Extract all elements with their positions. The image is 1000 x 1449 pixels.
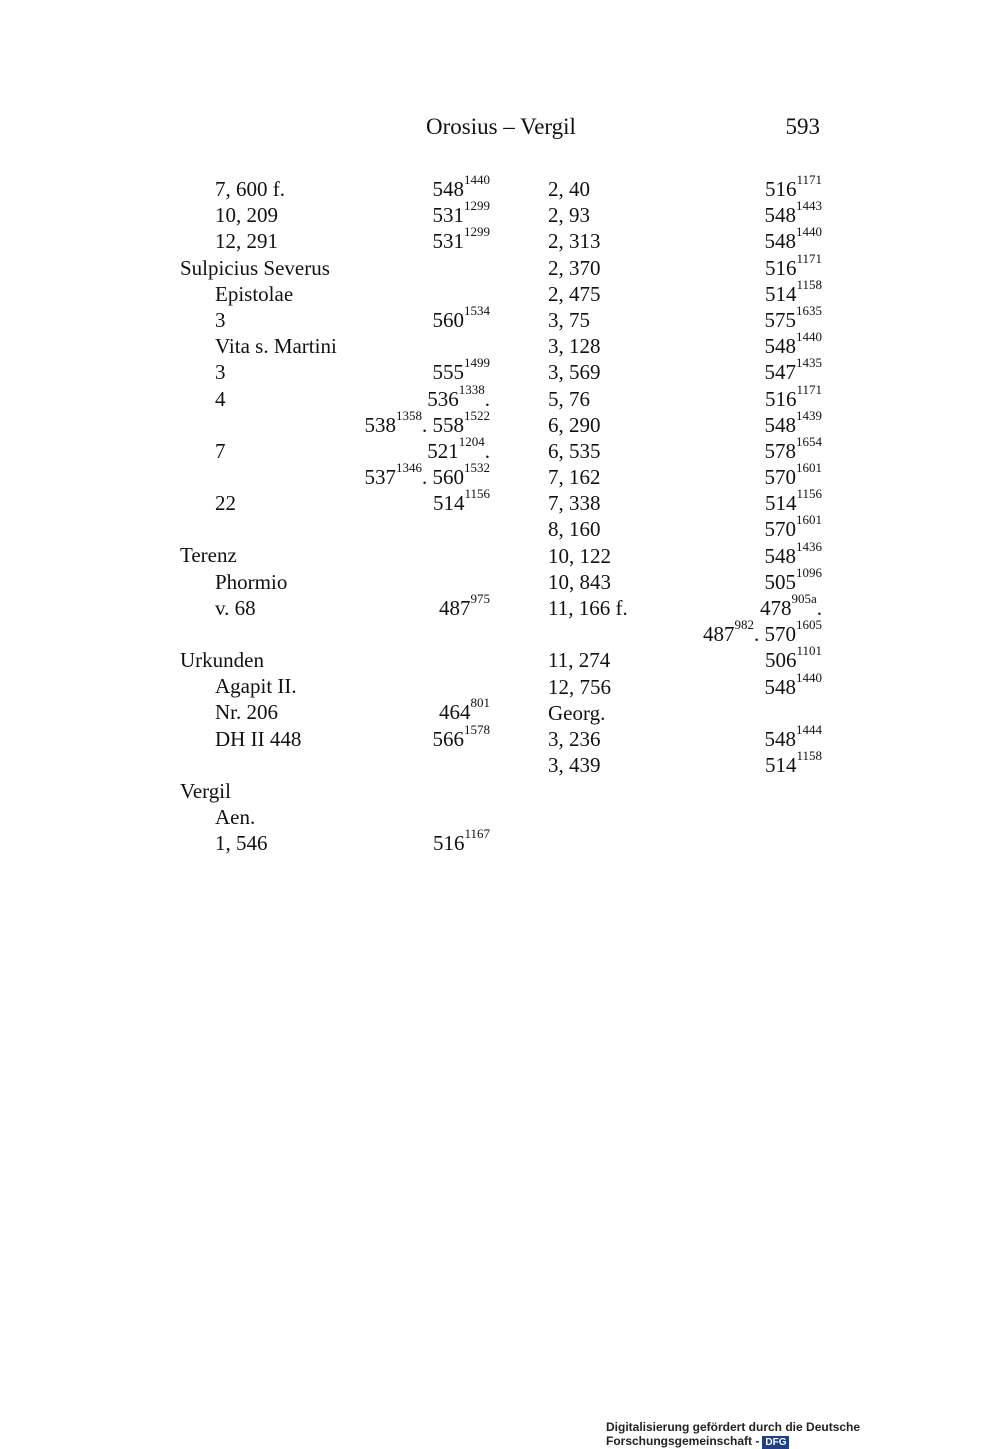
footnote-number: 1204 — [458, 433, 485, 449]
entry-label: 3 — [215, 360, 226, 385]
footnote-number: 1439 — [796, 407, 822, 423]
page-number-ref: 538 — [364, 412, 396, 437]
index-entry — [180, 542, 490, 568]
page-number-ref: 570 — [764, 517, 796, 542]
footnote-number: 1171 — [796, 381, 822, 397]
entry-label: 3 — [215, 307, 226, 332]
index-entry — [180, 407, 490, 438]
page-reference: $538^{1358}$. $558^{1522}$ — [364, 407, 490, 437]
index-entry — [548, 302, 822, 333]
footnote-number: 905a — [791, 591, 817, 606]
index-entry — [548, 276, 822, 307]
page-number-ref: 514 — [764, 753, 797, 778]
page-number-ref: 548 — [764, 229, 796, 254]
index-entry — [180, 355, 490, 385]
entry-label: 1, 546 — [215, 831, 268, 856]
index-entry — [548, 198, 822, 228]
index-entry — [180, 486, 490, 516]
page-number-ref: 531 — [432, 229, 464, 254]
entry-label: 10, 122 — [548, 543, 611, 568]
entry-label: 3, 75 — [548, 307, 590, 332]
page-number: 593 — [785, 114, 820, 139]
entry-label: 12, 291 — [215, 229, 278, 254]
page-reference: $478^{905a}$. — [759, 591, 822, 620]
entry-label: Aen. — [215, 804, 256, 829]
entry-label: Agapit II. — [215, 674, 297, 699]
index-entry — [180, 172, 490, 202]
footnote-number: 1158 — [796, 748, 822, 764]
footnote-number: 1578 — [464, 721, 490, 737]
page-reference — [432, 224, 491, 254]
index-entry — [180, 281, 490, 307]
page-number-ref: 516 — [764, 255, 797, 280]
entry-label: 22 — [215, 491, 236, 516]
page-number-ref: 531 — [432, 203, 464, 228]
page-number-ref: 548 — [764, 412, 796, 437]
entry-label: 8, 160 — [548, 517, 601, 542]
entry-label: 3, 128 — [548, 334, 601, 359]
entry-label: 3, 236 — [548, 726, 601, 751]
footnote-number: 1101 — [796, 643, 822, 659]
digitization-footer — [606, 1420, 1000, 1449]
index-entry — [548, 433, 822, 464]
entry-label: 4 — [215, 386, 226, 411]
index-entry — [548, 669, 822, 700]
footnote-number: 1499 — [464, 355, 490, 371]
footnote-number: 1358 — [396, 407, 422, 423]
entry-label: 6, 535 — [548, 438, 601, 463]
footnote-number: 1532 — [464, 460, 490, 476]
dfg-logo: DFG — [762, 1436, 789, 1449]
page-number-ref: 521 — [427, 438, 459, 463]
footnote-number: 1435 — [796, 355, 822, 371]
page-number-ref: 516 — [764, 177, 797, 201]
index-entry — [180, 381, 490, 412]
running-header — [0, 114, 1000, 150]
index-entry — [180, 804, 490, 830]
footnote-number: 1171 — [796, 250, 822, 266]
page-reference — [432, 721, 491, 752]
page-reference — [764, 748, 822, 778]
page-number-ref: 548 — [764, 726, 796, 751]
index-entry — [180, 569, 490, 595]
page-number-ref: 464 — [439, 700, 471, 725]
entry-label: Georg. — [548, 700, 606, 725]
footnote-number: 1171 — [796, 172, 822, 187]
footnote-number: 1436 — [796, 538, 822, 554]
entry-label: 7, 162 — [548, 465, 601, 490]
page-reference — [432, 302, 491, 333]
footnote-number: 1299 — [464, 224, 490, 240]
index-entry — [548, 617, 822, 647]
footnote-number: 1601 — [796, 512, 822, 528]
index-entry — [180, 198, 490, 228]
page-reference — [439, 590, 490, 621]
index-entry — [548, 329, 822, 359]
page-number-ref: 548 — [432, 177, 464, 201]
entry-label: v. 68 — [215, 595, 256, 620]
footer-text: Digitalisierung gefördert durch die Deutsche Forschungsgemeinschaft - — [606, 1420, 861, 1448]
index-entry — [548, 700, 822, 726]
page-number-ref: 514 — [432, 491, 465, 516]
footnote-number: 1440 — [796, 329, 822, 345]
footnote-number: 1158 — [796, 276, 822, 292]
footnote-number: 982 — [734, 617, 754, 633]
entry-label: 2, 93 — [548, 203, 590, 228]
index-entry — [548, 407, 822, 438]
page-number-ref: 516 — [764, 386, 797, 411]
footnote-number: 1605 — [796, 617, 822, 633]
entry-label: 10, 843 — [548, 569, 611, 594]
page-number-ref: 555 — [432, 360, 464, 385]
footnote-number: 1346 — [396, 460, 422, 476]
page-reference: $487^{982}$. $570^{1605}$ — [703, 617, 822, 647]
page-number-ref: 505 — [764, 569, 796, 594]
page-number-ref: 570 — [764, 622, 796, 647]
index-entry — [548, 381, 822, 412]
page-number-ref: 575 — [764, 307, 796, 332]
entry-label: 3, 569 — [548, 360, 601, 385]
footnote-number: 1654 — [796, 433, 822, 449]
index-entry — [548, 748, 822, 778]
index-entry — [180, 333, 490, 359]
footnote-number: 1443 — [796, 198, 822, 214]
entry-label: 2, 313 — [548, 229, 601, 254]
page-number-ref: 506 — [764, 648, 797, 673]
footnote-number: 1440 — [464, 172, 490, 187]
page-number-ref: 537 — [364, 465, 396, 490]
page-number-ref: 548 — [764, 203, 796, 228]
index-entry — [548, 564, 822, 595]
page-reference: $521^{1204}$. — [427, 433, 490, 463]
entry-label: Epistolae — [215, 281, 294, 306]
page-number-ref: 514 — [764, 491, 797, 516]
index-entry — [548, 512, 822, 542]
page-number-ref: 547 — [764, 360, 796, 385]
page-number-ref: 487 — [703, 622, 735, 647]
footnote-number: 1156 — [464, 486, 490, 502]
index-column-right — [548, 172, 822, 778]
footnote-number: 1338 — [458, 381, 485, 397]
index-entry — [180, 826, 490, 856]
page-number-ref: 560 — [432, 465, 464, 490]
entry-label: 6, 290 — [548, 412, 601, 437]
entry-label: 12, 756 — [548, 674, 611, 699]
page-number-ref: 514 — [764, 281, 797, 306]
entry-label: Vita s. Martini — [215, 334, 337, 359]
index-entry — [548, 224, 822, 254]
entry-label: 7 — [215, 438, 226, 463]
page-number-ref: 548 — [764, 674, 796, 699]
index-entry — [180, 673, 490, 699]
entry-label: Terenz — [180, 543, 237, 568]
entry-label: 2, 40 — [548, 177, 590, 201]
page-number-ref: 558 — [432, 412, 464, 437]
entry-label: 5, 76 — [548, 386, 590, 411]
footnote-number: 801 — [470, 695, 490, 711]
entry-label: Phormio — [215, 569, 288, 594]
page-reference: $536^{1338}$. — [427, 381, 490, 411]
page-number-ref: 548 — [764, 334, 796, 359]
page-number-ref: 560 — [432, 307, 464, 332]
index-entry — [180, 778, 490, 804]
index-entry — [548, 355, 822, 385]
footnote-number: 1440 — [796, 669, 822, 685]
index-entry — [548, 538, 822, 569]
footnote-number: 1440 — [796, 224, 822, 240]
page-reference: $537^{1346}$. $560^{1532}$ — [364, 460, 490, 490]
page-number-ref: 566 — [432, 726, 464, 751]
footnote-number: 1096 — [796, 564, 822, 580]
index-entry — [180, 721, 490, 752]
index-entry — [180, 647, 490, 673]
index-entry — [548, 643, 822, 673]
footnote-number: 1156 — [796, 486, 822, 502]
entry-label: 2, 370 — [548, 255, 601, 280]
index-entry — [180, 255, 490, 281]
index-entry — [180, 433, 490, 464]
index-entry — [180, 695, 490, 725]
page-reference — [432, 486, 490, 516]
index-entry — [548, 250, 822, 281]
running-title: Orosius – Vergil — [426, 114, 576, 139]
index-entry — [548, 460, 822, 490]
footnote-number: 1167 — [464, 826, 490, 842]
footnote-number: 1299 — [464, 198, 490, 214]
entry-label: Nr. 206 — [215, 700, 278, 725]
page-number-ref: 487 — [439, 595, 471, 620]
index-entry — [180, 460, 490, 490]
page-number-ref: 548 — [764, 543, 796, 568]
footnote-number: 975 — [470, 590, 490, 606]
entry-label: Urkunden — [180, 648, 264, 672]
index-column-left — [180, 172, 490, 856]
entry-label: Vergil — [180, 778, 231, 803]
index-entry — [180, 224, 490, 254]
page-number-ref: 536 — [427, 386, 459, 411]
entry-label: 7, 600 f. — [215, 177, 285, 201]
index-entry — [548, 486, 822, 516]
page-number-ref: 478 — [759, 596, 792, 620]
entry-label: 10, 209 — [215, 203, 278, 228]
index-entry — [548, 172, 822, 202]
entry-label: 11, 274 — [548, 648, 611, 673]
index-entry — [180, 590, 490, 621]
entry-label: DH II 448 — [215, 726, 302, 751]
page-reference — [432, 826, 490, 856]
entry-label: 7, 338 — [548, 491, 601, 516]
page-reference — [764, 669, 823, 700]
footnote-number: 1444 — [796, 721, 822, 737]
footnote-number: 1534 — [464, 302, 490, 318]
entry-label: 11, 166 f. — [548, 596, 628, 620]
index-entry — [548, 591, 822, 621]
page-number-ref: 570 — [764, 465, 796, 490]
footnote-number: 1522 — [464, 407, 490, 423]
entry-label: Sulpicius Severus — [180, 255, 330, 280]
entry-label: 2, 475 — [548, 281, 601, 306]
footnote-number: 1635 — [796, 302, 822, 318]
page-number-ref: 516 — [432, 831, 465, 856]
footnote-number: 1601 — [796, 460, 822, 476]
page-number-ref: 578 — [764, 438, 796, 463]
index-entry — [180, 302, 490, 333]
entry-label: 3, 439 — [548, 753, 601, 778]
index-entry — [548, 721, 822, 752]
